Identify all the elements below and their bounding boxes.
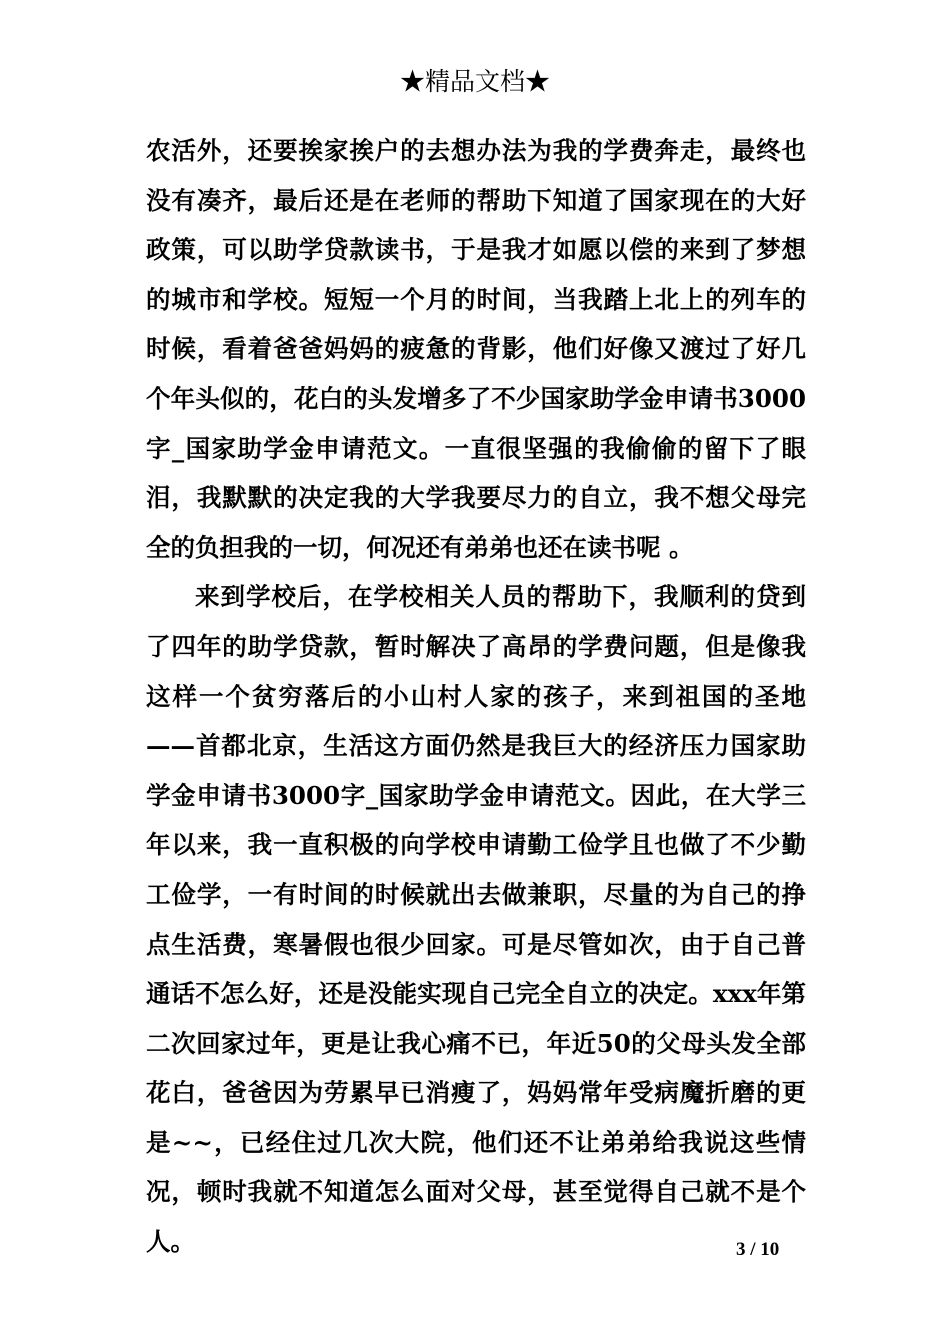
document-body [146, 126, 806, 1267]
page-number: 3 / 10 [736, 1239, 780, 1260]
page-header-title: ★精品文档★ [399, 67, 550, 96]
paragraph-arrival-at-school: 来到学校后，在学校相关人员的帮助下，我顺利的贷到了四年的助学贷款，暂时解决了高昂的学费问题，但是像我这样一个贫穷落后的小山村人家的孩子，来到祖国的圣地——首都北京，生活这方面仍然是我巨大的经济压力国家助学金申请书3000字_国家助学金申请范文。因此，在大学三年以来，我一直积极的向学校申请勤工俭学且也做了不少勤工俭学，一有时间的时候就出去做兼职，尽量的为自己的挣点生活费，寒暑假也很少回家。可是尽管如次，由于自己普通话不怎么好，还是没能实现自己完全自立的决定。xxx年第二次回家过年，更是让我心痛不已，年近50的父母头发全部花白，爸爸因为劳累早已消瘦了，妈妈常年受病魔折磨的更是~~，已经住过几次大院，他们还不让弟弟给我说这些情况，顿时我就不知道怎么面对父母，甚至觉得自己就不是个人。 [146, 582, 806, 1257]
paragraph-continuation: 农活外，还要挨家挨户的去想办法为我的学费奔走，最终也没有凑齐，最后还是在老师的帮助下知道了国家现在的大好政策，可以助学贷款读书，于是我才如愿以偿的来到了梦想的城市和学校。短短一个月的时间，当我踏上北上的列车的时候，看着爸爸妈妈的疲惫的背影，他们好像又渡过了好几个年头似的，花白的头发增多了不少国家助学金申请书3000字_国家助学金申请范文。一直很坚强的我偷偷的留下了眼泪，我默默的决定我的大学我要尽力的自立，我不想父母完全的负担我的一切，何况还有弟弟也还在读书呢 。 [146, 136, 806, 562]
